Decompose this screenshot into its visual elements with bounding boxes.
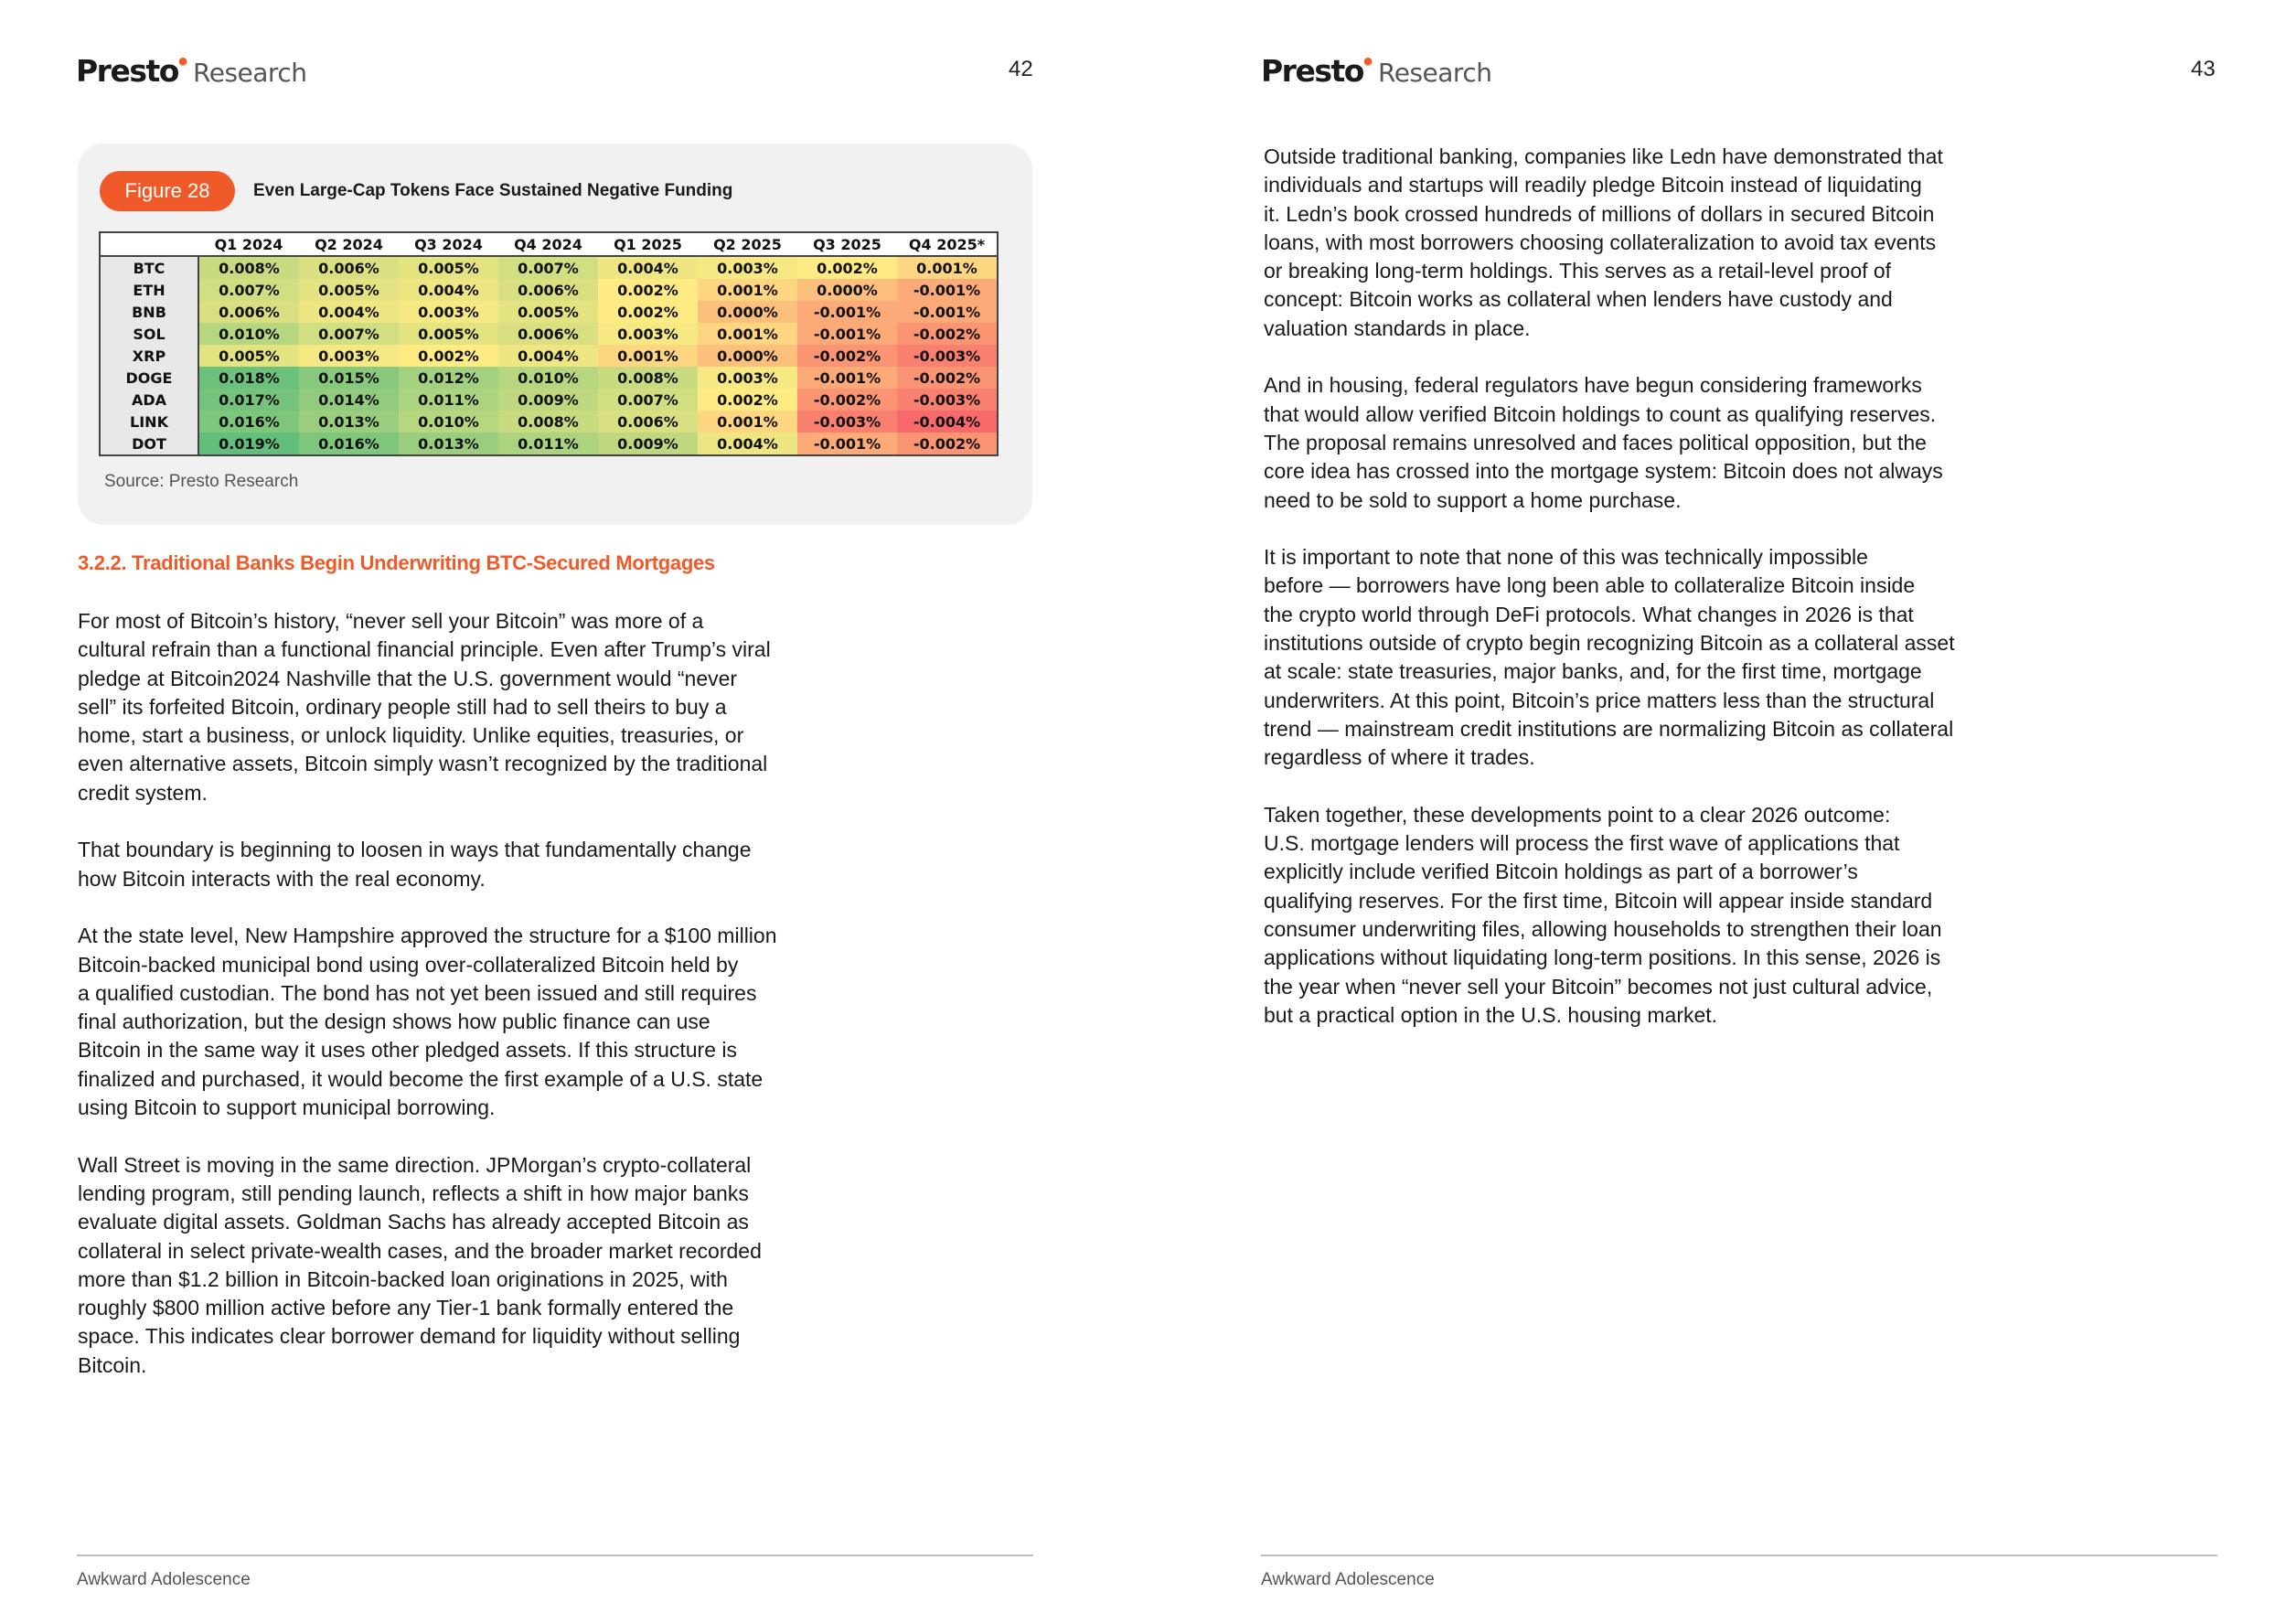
text-line: or breaking long-term holdings. This serves as a retail-level proof of [1264, 259, 1892, 283]
paragraph [1264, 371, 1955, 514]
text-line: pledge at Bitcoin2024 Nashville that the U.S. government would “never [78, 666, 738, 690]
left-body-text [78, 607, 777, 1408]
funding-cell: 0.007% [299, 323, 399, 345]
funding-cell: 0.010% [198, 323, 299, 345]
funding-cell: 0.008% [198, 256, 299, 279]
text-line: a qualified custodian. The bond has not yet been issued and still requires [78, 980, 757, 1005]
page-number: 43 [2191, 57, 2216, 81]
footer-title: Awkward Adolescence [1261, 1570, 1435, 1589]
text-line: explicitly include verified Bitcoin holdings as part of a borrower’s [1264, 860, 1858, 884]
funding-cell: 0.006% [498, 323, 598, 345]
paragraph [78, 922, 777, 1122]
footer-title: Awkward Adolescence [77, 1570, 251, 1589]
funding-cell: -0.004% [897, 411, 998, 433]
figure-title: Even Large-Cap Tokens Face Sustained Negative Funding [253, 181, 733, 200]
funding-cell: 0.015% [299, 367, 399, 389]
funding-cell: 0.007% [598, 389, 698, 411]
column-header: Q1 2025 [614, 235, 682, 253]
text-line: U.S. mortgage lenders will process the first wave of applications that [1264, 831, 1900, 856]
figure-badge: Figure 28 [100, 171, 235, 211]
table-row [100, 433, 998, 455]
funding-cell: 0.005% [399, 323, 498, 345]
funding-cell: 0.003% [299, 345, 399, 367]
funding-cell: -0.003% [897, 345, 998, 367]
funding-cell: 0.006% [299, 256, 399, 279]
paragraph [78, 1151, 777, 1380]
funding-cell: -0.002% [797, 345, 897, 367]
table-row [100, 411, 998, 433]
token-label: ETH [100, 279, 198, 301]
text-line: before — borrowers have long been able to collateralize Bitcoin inside [1264, 573, 1916, 598]
column-header: Q3 2025 [813, 235, 881, 253]
funding-cell: -0.001% [797, 367, 897, 389]
text-line: lending program, still pending launch, reflects a shift in how major banks [78, 1181, 749, 1205]
text-line: evaluate digital assets. Goldman Sachs has already accepted Bitcoin as [78, 1210, 749, 1234]
text-line: individuals and startups will readily pledge Bitcoin instead of liquidating [1264, 173, 1922, 198]
funding-cell: 0.000% [698, 345, 797, 367]
funding-cell: 0.008% [598, 367, 698, 389]
funding-cell: 0.010% [399, 411, 498, 433]
token-label: ADA [100, 389, 198, 411]
funding-cell: 0.009% [598, 433, 698, 455]
text-line: For most of Bitcoin’s history, “never sell your Bitcoin” was more of a [78, 609, 704, 633]
logo-brand: Presto [76, 53, 178, 89]
funding-cell: 0.016% [198, 411, 299, 433]
table-corner-cell [100, 232, 198, 256]
paragraph [1264, 801, 1955, 1030]
funding-cell: 0.010% [498, 367, 598, 389]
text-line: And in housing, federal regulators have begun considering frameworks [1264, 373, 1922, 398]
paragraph [1264, 543, 1955, 772]
figure-source: Source: Presto Research [104, 472, 299, 491]
text-line: regardless of where it trades. [1264, 745, 1535, 770]
table-row [100, 323, 998, 345]
funding-cell: -0.002% [897, 367, 998, 389]
funding-cell: 0.017% [198, 389, 299, 411]
token-label: SOL [100, 323, 198, 345]
paragraph [78, 836, 777, 893]
funding-cell: -0.001% [797, 301, 897, 323]
table-header-row [100, 232, 998, 256]
text-line: At the state level, New Hampshire approved the structure for a $100 million [78, 924, 777, 948]
funding-cell: 0.011% [498, 433, 598, 455]
column-header: Q2 2024 [315, 235, 383, 253]
text-line: sell” its forfeited Bitcoin, ordinary people still had to sell theirs to buy a [78, 694, 727, 719]
text-line: Bitcoin. [78, 1352, 147, 1377]
paragraph [1264, 143, 1955, 343]
funding-cell: 0.004% [598, 256, 698, 279]
text-line: Outside traditional banking, companies like Ledn have demonstrated that [1264, 144, 1943, 168]
text-line: that would allow verified Bitcoin holdings to count as qualifying reserves. [1264, 401, 1937, 426]
text-line: Bitcoin-backed municipal bond using over-collateralized Bitcoin held by [78, 952, 739, 977]
text-line: institutions outside of crypto begin recognizing Bitcoin as a collateral asset [1264, 631, 1955, 656]
page-number: 42 [1009, 57, 1033, 81]
funding-cell: 0.014% [299, 389, 399, 411]
funding-cell: 0.004% [299, 301, 399, 323]
text-line: how Bitcoin interacts with the real economy. [78, 866, 486, 891]
text-line: Taken together, these developments point to a clear 2026 outcome: [1264, 802, 1891, 827]
funding-cell: 0.007% [498, 256, 598, 279]
presto-research-logo [76, 53, 306, 89]
text-line: more than $1.2 billion in Bitcoin-backed loan originations in 2025, with [78, 1266, 728, 1291]
funding-cell: 0.002% [399, 345, 498, 367]
funding-cell: -0.001% [797, 433, 897, 455]
logo-dot-icon: ● [176, 51, 189, 71]
funding-cell: 0.013% [299, 411, 399, 433]
logo-dot-icon: ● [1362, 51, 1374, 71]
funding-cell: 0.011% [399, 389, 498, 411]
paragraph [78, 607, 777, 807]
funding-cell: 0.006% [198, 301, 299, 323]
text-line: finalized and purchased, it would become the first example of a U.S. state [78, 1066, 764, 1091]
column-header: Q4 2024 [514, 235, 582, 253]
footer-divider [1261, 1555, 2217, 1556]
text-line: it. Ledn’s book crossed hundreds of millions of dollars in secured Bitcoin [1264, 201, 1935, 226]
funding-cell: -0.001% [797, 323, 897, 345]
token-label: DOGE [100, 367, 198, 389]
text-line: the crypto world through DeFi protocols. What changes in 2026 is that [1264, 602, 1914, 626]
funding-cell: 0.001% [698, 279, 797, 301]
funding-cell: 0.009% [498, 389, 598, 411]
table-row [100, 301, 998, 323]
column-header: Q3 2024 [414, 235, 483, 253]
text-line: roughly $800 million active before any Tier-1 bank formally entered the [78, 1296, 734, 1320]
token-label: XRP [100, 345, 198, 367]
text-line: consumer underwriting files, allowing households to strengthen their loan [1264, 917, 1942, 942]
column-header: Q1 2024 [214, 235, 283, 253]
funding-cell: -0.003% [897, 389, 998, 411]
funding-cell: 0.002% [698, 389, 797, 411]
funding-cell: 0.005% [299, 279, 399, 301]
text-line: using Bitcoin to support municipal borrowing. [78, 1095, 496, 1120]
text-line: cultural refrain than a functional financial principle. Even after Trump’s viral [78, 637, 771, 662]
token-label: BNB [100, 301, 198, 323]
table-row [100, 256, 998, 279]
text-line: at scale: state treasuries, major banks, and, for the first time, mortgage [1264, 659, 1922, 684]
presto-research-logo [1261, 53, 1491, 89]
token-label: BTC [100, 256, 198, 279]
funding-cell: 0.003% [698, 256, 797, 279]
text-line: home, start a business, or unlock liquidity. Unlike equities, treasuries, or [78, 723, 744, 748]
funding-cell: -0.001% [897, 301, 998, 323]
funding-cell: 0.004% [498, 345, 598, 367]
text-line: loans, with most borrowers choosing collateralization to avoid tax events [1264, 230, 1937, 254]
funding-cell: 0.016% [299, 433, 399, 455]
funding-cell: 0.006% [598, 411, 698, 433]
funding-cell: 0.003% [698, 367, 797, 389]
token-label: DOT [100, 433, 198, 455]
funding-cell: 0.006% [498, 279, 598, 301]
funding-cell: 0.005% [399, 256, 498, 279]
funding-cell: 0.018% [198, 367, 299, 389]
funding-cell: 0.002% [797, 256, 897, 279]
table-row [100, 345, 998, 367]
text-line: the year when “never sell your Bitcoin” becomes not just cultural advice, [1264, 974, 1933, 999]
funding-cell: 0.003% [399, 301, 498, 323]
funding-cell: 0.002% [598, 279, 698, 301]
column-header: Q4 2025* [908, 235, 986, 253]
text-line: underwriters. At this point, Bitcoin’s price matters less than the structural [1264, 688, 1935, 712]
text-line: That boundary is beginning to loosen in ways that fundamentally change [78, 838, 752, 862]
table-row [100, 367, 998, 389]
funding-cell: 0.001% [598, 345, 698, 367]
funding-cell: -0.002% [897, 433, 998, 455]
funding-cell: 0.005% [498, 301, 598, 323]
right-body-text [1264, 143, 1955, 1059]
table-row [100, 279, 998, 301]
section-heading: 3.2.2. Traditional Banks Begin Underwriting BTC-Secured Mortgages [78, 551, 715, 574]
table-row [100, 389, 998, 411]
logo-word: Research [1378, 58, 1492, 88]
text-line: valuation standards in place. [1264, 315, 1531, 340]
funding-cell: 0.012% [399, 367, 498, 389]
text-line: credit system. [78, 780, 208, 805]
text-line: core idea has crossed into the mortgage system: Bitcoin does not always [1264, 459, 1943, 484]
page-43 [1143, 0, 2286, 1624]
funding-cell: 0.004% [399, 279, 498, 301]
funding-cell: 0.013% [399, 433, 498, 455]
text-line: Wall Street is moving in the same direction. JPMorgan’s crypto-collateral [78, 1152, 752, 1177]
text-line: final authorization, but the design shows how public finance can use [78, 1010, 710, 1034]
token-label: LINK [100, 411, 198, 433]
text-line: trend — mainstream credit institutions are normalizing Bitcoin as collateral [1264, 716, 1954, 741]
logo-brand: Presto [1261, 53, 1363, 89]
funding-cell: 0.004% [698, 433, 797, 455]
funding-cell: 0.005% [198, 345, 299, 367]
funding-cell: 0.001% [897, 256, 998, 279]
funding-cell: -0.002% [897, 323, 998, 345]
funding-cell: 0.008% [498, 411, 598, 433]
funding-cell: 0.003% [598, 323, 698, 345]
funding-cell: 0.002% [598, 301, 698, 323]
funding-cell: 0.007% [198, 279, 299, 301]
text-line: The proposal remains unresolved and faces political opposition, but the [1264, 430, 1927, 454]
text-line: need to be sold to support a home purchase. [1264, 487, 1682, 512]
text-line: qualifying reserves. For the first time, Bitcoin will appear inside standard [1264, 888, 1933, 913]
text-line: concept: Bitcoin works as collateral when lenders have custody and [1264, 287, 1893, 312]
text-line: space. This indicates clear borrower demand for liquidity without selling [78, 1324, 741, 1349]
funding-cell: 0.019% [198, 433, 299, 455]
text-line: collateral in select private-wealth cases, and the broader market recorded [78, 1238, 762, 1263]
funding-cell: 0.000% [797, 279, 897, 301]
footer-divider [77, 1555, 1033, 1556]
funding-rate-table [99, 231, 999, 456]
funding-cell: 0.001% [698, 323, 797, 345]
text-line: even alternative assets, Bitcoin simply wasn’t recognized by the traditional [78, 752, 768, 776]
figure-card [78, 144, 1032, 525]
text-line: applications without liquidating long-term positions. In this sense, 2026 is [1264, 946, 1941, 970]
text-line: Bitcoin in the same way it uses other pledged assets. If this structure is [78, 1038, 738, 1063]
funding-cell: -0.003% [797, 411, 897, 433]
text-line: It is important to note that none of this was technically impossible [1264, 545, 1868, 570]
text-line: but a practical option in the U.S. housing market. [1264, 1002, 1718, 1027]
logo-word: Research [193, 58, 307, 88]
column-header: Q2 2025 [713, 235, 782, 253]
funding-cell: -0.002% [797, 389, 897, 411]
funding-cell: 0.000% [698, 301, 797, 323]
funding-cell: -0.001% [897, 279, 998, 301]
funding-cell: 0.001% [698, 411, 797, 433]
